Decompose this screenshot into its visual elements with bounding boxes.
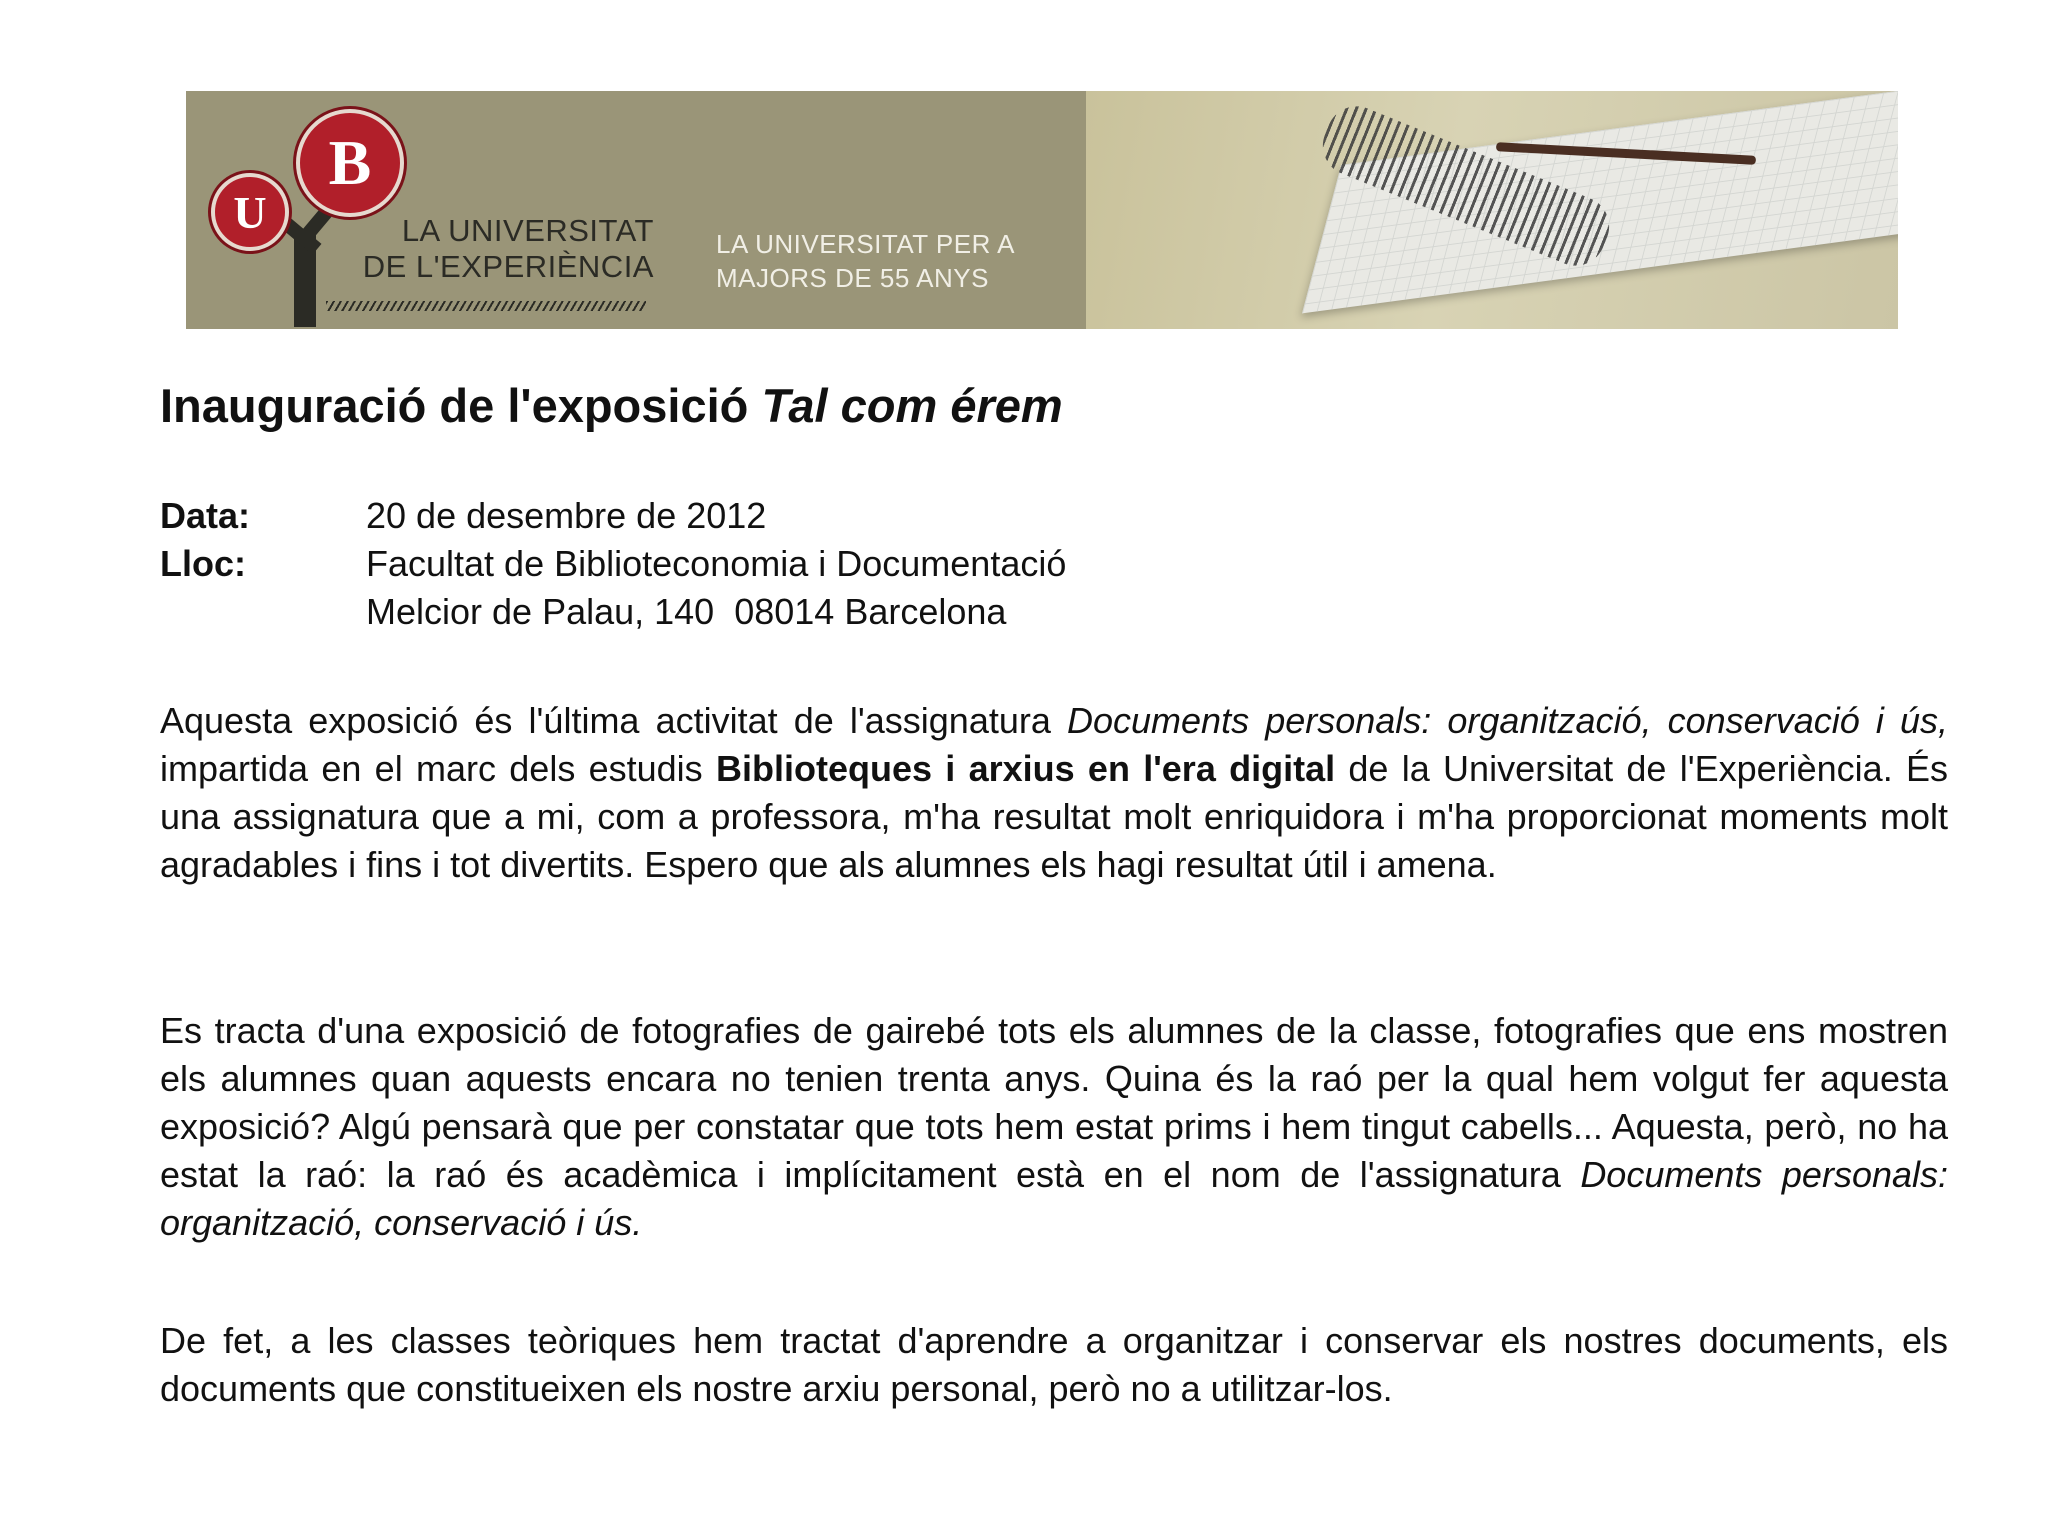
title-prefix: Inauguració de l'exposició [160, 379, 762, 432]
place-value-line-2: Melcior de Palau, 140 08014 Barcelona [366, 591, 1007, 632]
info-row-address [160, 588, 1066, 636]
logo-b-circle: B [296, 109, 404, 217]
logo-underline-hatch [326, 301, 646, 311]
date-value: 20 de desembre de 2012 [366, 495, 767, 536]
paragraph-1 [160, 697, 1948, 889]
p2-course-title: Documents personals: organització, conservació i ús. [160, 1154, 1949, 1243]
place-value-line-1: Facultat de Biblioteconomia i Documentació [366, 543, 1067, 584]
empty-label [160, 588, 366, 636]
tagline [716, 227, 1015, 295]
p2-text-1: Es tracta d'una exposició de fotografies de gairebé tots els alumnes de la classe, fotografies que ens mostren els alumnes quan aquests encara no tenien trenta anys. Quina és la raó per la qual hem volgut fer aquesta exposició? Algú pensarà que per constatar que tots hem estat prims i hem tingut cabells... Aquesta, però, no ha estat la raó: la raó és acadèmica i implícitament està en el nom de l'assignatura [160, 1010, 1948, 1195]
p1-text-1: Aquesta exposició és l'última activitat de l'assignatura [160, 700, 1067, 741]
page-title [160, 378, 1063, 433]
tagline-line-1: LA UNIVERSITAT PER A [716, 229, 1015, 259]
logo-line-1: LA UNIVERSITAT [401, 213, 654, 248]
info-row-date [160, 492, 1066, 540]
logo-line-2: DE L'EXPERIÈNCIA [362, 249, 654, 284]
place-label: Lloc: [160, 543, 246, 584]
event-info [160, 492, 1066, 636]
p1-program-name: Biblioteques i arxius en l'era digital [715, 748, 1336, 789]
notebook-photo [1086, 91, 1898, 329]
paragraph-2 [160, 1007, 1948, 1247]
tagline-line-2: MAJORS DE 55 ANYS [716, 263, 989, 293]
p1-text-3: de la Universitat de l'Experiència. És una assignatura que a mi, com a professora, m'ha resultat molt enriquidora i m'ha proporcionat moments molt agradables i fins i tot divertits. Espero que als alumnes els hagi resultat útil i amena. [160, 748, 1949, 885]
logo-wordmark [354, 213, 654, 285]
date-label: Data: [160, 495, 251, 536]
p3-text-1: De fet, a les classes teòriques hem tractat d'aprendre a organitzar i conservar els nostres documents, els documents que constitueixen els nostre arxiu personal, però no a utilitzar-los. [160, 1320, 1948, 1409]
header-banner [186, 91, 1898, 329]
p1-course-title: Documents personals: organització, conservació i ús, [1067, 700, 1948, 741]
logo-u-circle: U [211, 173, 289, 251]
p1-text-2: impartida en el marc dels estudis [160, 748, 716, 789]
title-emphasis: Tal com érem [761, 379, 1063, 432]
paragraph-3 [160, 1317, 1948, 1413]
info-row-place [160, 540, 1066, 588]
